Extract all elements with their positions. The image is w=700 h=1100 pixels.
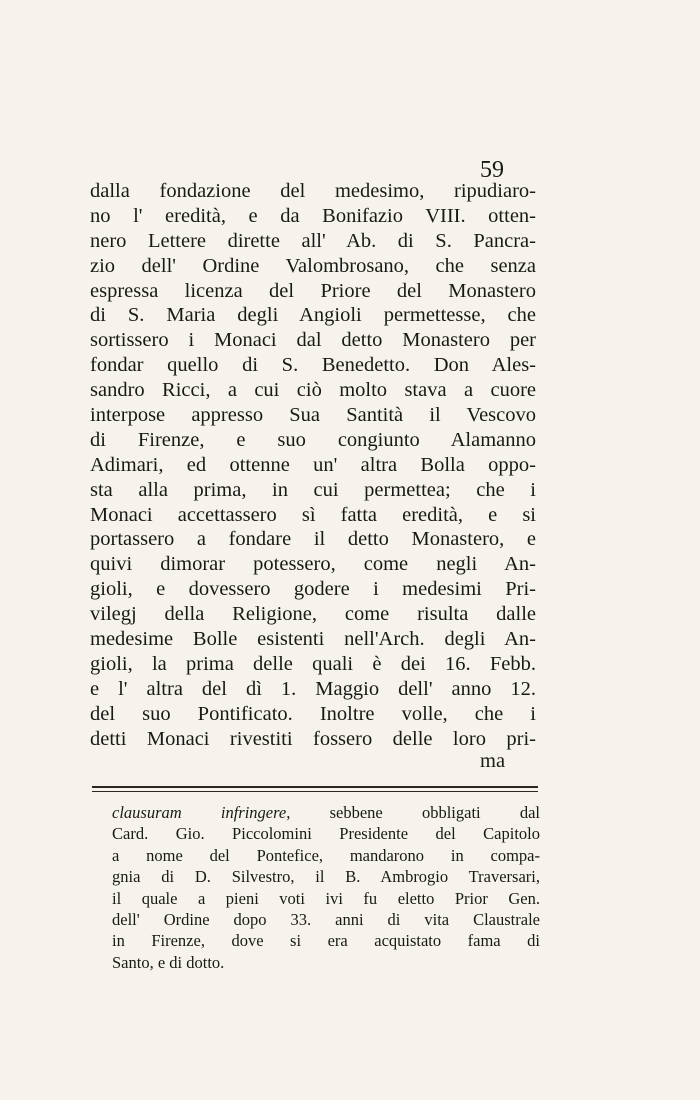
text-line: gioli, la prima delle quali è dei 16. Febb. bbox=[90, 652, 536, 675]
text-line: portassero a fondare il detto Monastero, e bbox=[90, 528, 536, 551]
footnote-line: Card. Gio. Piccolomini Presidente del Capitolo bbox=[112, 824, 540, 844]
footnote-rule bbox=[92, 786, 538, 788]
text-line: gioli, e dovessero godere i medesimi Pri- bbox=[90, 578, 536, 601]
text-line: interpose appresso Sua Santità il Vescovo bbox=[90, 404, 536, 427]
footnote-line-rest: , sebbene obbligati dal bbox=[286, 803, 540, 822]
text-line: fondar quello di S. Benedetto. Don Ales- bbox=[90, 354, 536, 377]
text-line: sandro Ricci, a cui ciò molto stava a cuore bbox=[90, 379, 536, 402]
main-text-block bbox=[90, 179, 536, 751]
text-line: medesime Bolle esistenti nell'Arch. degli An- bbox=[90, 628, 536, 651]
footnote-line: il quale a pieni voti ivi fu eletto Prior Gen. bbox=[112, 888, 540, 908]
text-line: del suo Pontificato. Inoltre volle, che i bbox=[90, 702, 536, 725]
text-line: di Firenze, e suo congiunto Alamanno bbox=[90, 428, 536, 451]
footnote-block bbox=[112, 802, 540, 973]
page-number: 59 bbox=[480, 157, 504, 183]
text-line: Adimari, ed ottenne un' altra Bolla oppo- bbox=[90, 453, 536, 476]
text-line: nero Lettere dirette all' Ab. di S. Pancra- bbox=[90, 229, 536, 252]
text-line: dalla fondazione del medesimo, ripudiaro- bbox=[90, 180, 536, 202]
text-line: e l' altra del dì 1. Maggio dell' anno 12. bbox=[90, 677, 536, 700]
text-line: sortissero i Monaci dal detto Monastero per bbox=[90, 329, 536, 352]
text-line: detti Monaci rivestiti fossero delle loro pri- bbox=[90, 727, 536, 750]
text-line: no l' eredità, e da Bonifazio VIII. otten- bbox=[90, 204, 536, 227]
text-line: zio dell' Ordine Valombrosano, che senza bbox=[90, 254, 536, 277]
text-line: di S. Maria degli Angioli permettesse, che bbox=[90, 304, 536, 327]
catchword: ma bbox=[480, 750, 506, 772]
text-line: Monaci accettassero sì fatta eredità, e si bbox=[90, 503, 536, 526]
text-line: quivi dimorar potessero, come negli An- bbox=[90, 553, 536, 576]
footnote-line: gnia di D. Silvestro, il B. Ambrogio Traversari, bbox=[112, 867, 540, 887]
text-line: espressa licenza del Priore del Monastero bbox=[90, 279, 536, 302]
footnote-line: a nome del Pontefice, mandarono in compa- bbox=[112, 845, 540, 865]
footnote-line: dell' Ordine dopo 33. anni di vita Claustrale bbox=[112, 909, 540, 929]
footnote-rule-thin bbox=[92, 791, 538, 792]
text-line: sta alla prima, in cui permettea; che i bbox=[90, 478, 536, 501]
footnote-line: in Firenze, dove si era acquistato fama di bbox=[112, 931, 540, 951]
footnote-italic-phrase: clausuram infringere bbox=[112, 803, 287, 822]
footnote-line bbox=[112, 802, 540, 823]
text-line: vilegj della Religione, come risulta dalle bbox=[90, 603, 536, 626]
footnote-line: Santo, e di dotto. bbox=[112, 952, 225, 972]
